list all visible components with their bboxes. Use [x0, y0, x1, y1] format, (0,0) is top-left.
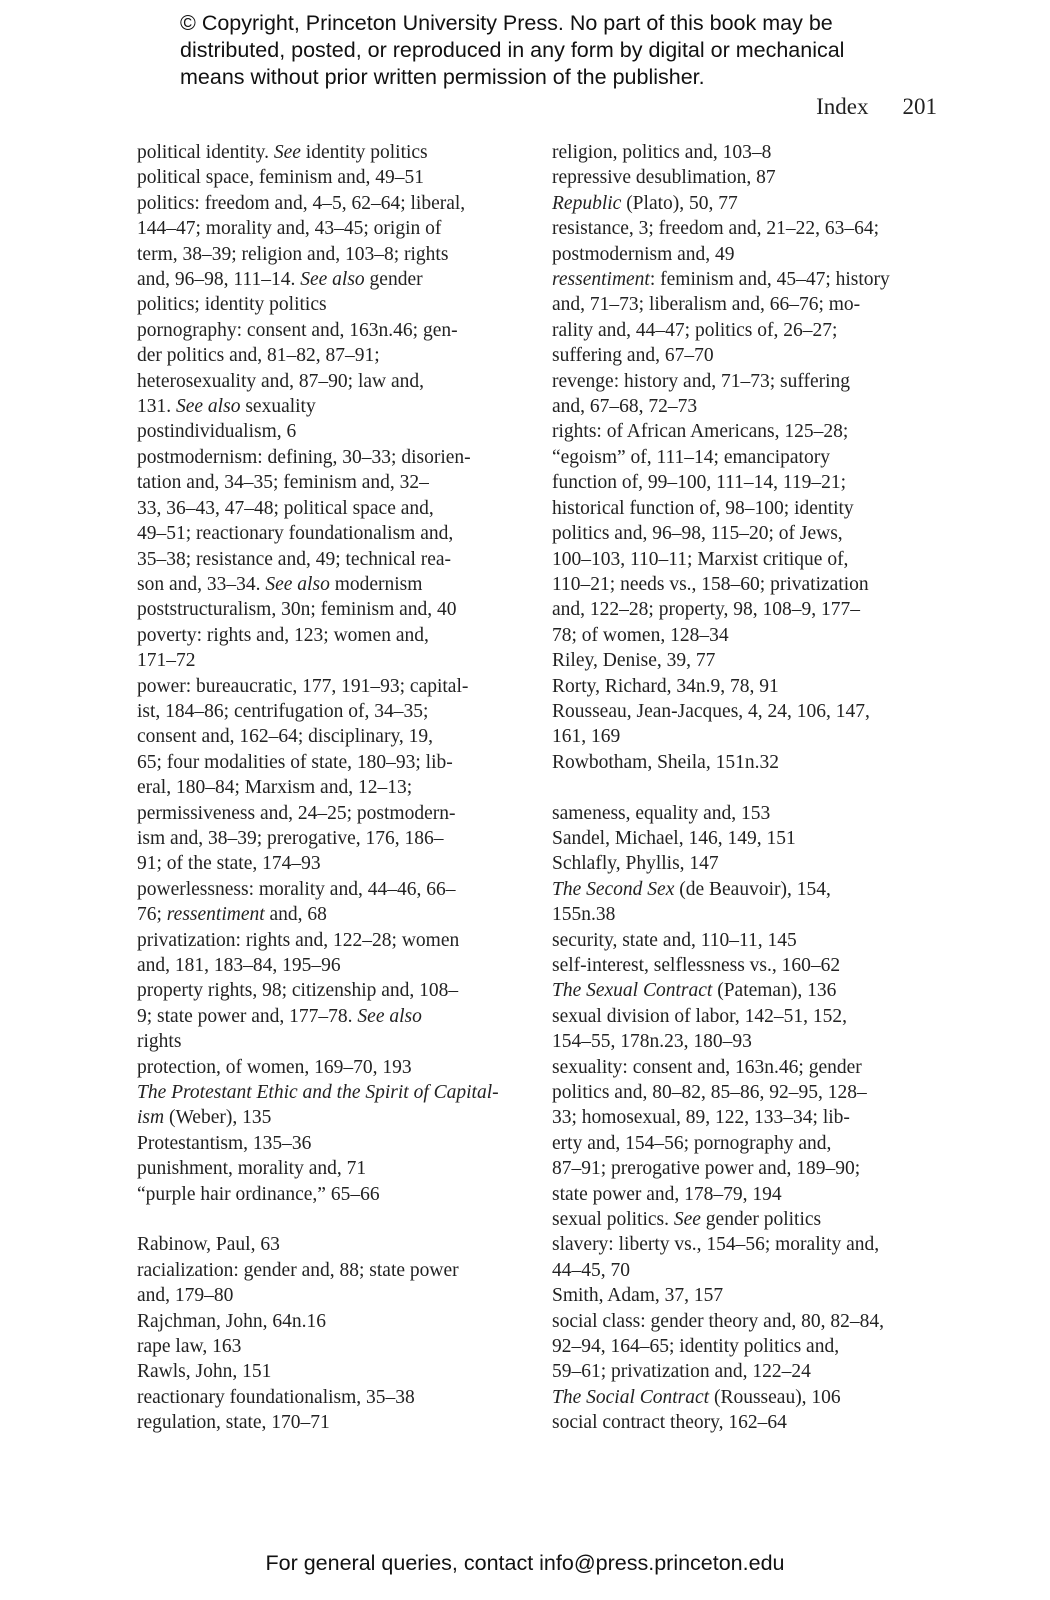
index-entry: [137, 419, 517, 444]
index-entry-line: [137, 521, 517, 546]
entry-text: protection, of women, 169–70, 193: [137, 1056, 412, 1078]
index-entry-line: [137, 1182, 517, 1207]
copyright-line: © Copyright, Princeton University Press. No part of this book may be: [180, 11, 833, 35]
index-entry-line: [137, 165, 517, 190]
index-entry: [552, 267, 937, 369]
index-entry-line: [552, 978, 937, 1003]
entry-text: Rousseau, Jean-Jacques, 4, 24, 106, 147,: [552, 700, 870, 722]
entry-text: Schlafly, Phyllis, 147: [552, 853, 719, 875]
entry-text: identity politics: [300, 142, 428, 163]
entry-text: postmodernism: defining, 30–33; disorien-: [137, 446, 471, 468]
index-entry-line: [552, 1385, 937, 1410]
italic-text: See also: [300, 269, 365, 291]
entry-text: ism and, 38–39; prerogative, 176, 186–: [137, 827, 444, 849]
index-entry-line: [552, 547, 937, 572]
index-entry-line: [552, 1156, 937, 1181]
entry-text: 49–51; reactionary foundationalism and,: [137, 523, 454, 545]
entry-text: (Rousseau), 106: [709, 1386, 841, 1408]
index-entry: [552, 826, 937, 851]
index-entry: [552, 801, 937, 826]
entry-text: sexuality: consent and, 163n.46; gender: [552, 1056, 862, 1078]
index-entry-line: [137, 1334, 517, 1359]
entry-text: permissiveness and, 24–25; postmodern-: [137, 802, 456, 824]
index-entry: [137, 597, 517, 622]
entry-text: Rowbotham, Sheila, 151n.32: [552, 751, 779, 773]
entry-text: and, 181, 183–84, 195–96: [137, 955, 341, 976]
entry-text: suffering and, 67–70: [552, 345, 714, 367]
footer-contact: For general queries, contact info@press.princeton.edu: [265, 1551, 785, 1575]
index-entry-line: [552, 1029, 937, 1054]
entry-text: (de Beauvoir), 154,: [674, 878, 831, 900]
entry-text: repressive desublimation, 87: [552, 167, 776, 189]
index-entry-line: [552, 597, 937, 622]
index-entry: [552, 648, 937, 673]
entry-text: heterosexuality and, 87–90; law and,: [137, 370, 425, 392]
index-entry-line: [552, 369, 937, 394]
entry-text: powerlessness: morality and, 44–46, 66–: [137, 878, 456, 900]
italic-text: Republic: [552, 192, 622, 214]
index-entry: [137, 1131, 517, 1156]
index-entry-line: [137, 318, 517, 343]
letter-group-gap: [552, 775, 937, 800]
index-entry-line: [552, 216, 937, 241]
entry-text: (Pateman), 136: [712, 980, 837, 1002]
index-entry-line: [137, 648, 517, 673]
index-entry-line: [137, 724, 517, 749]
index-entry-line: [137, 1283, 517, 1308]
entry-text: 44–45, 70: [552, 1259, 630, 1281]
index-entry: [137, 928, 517, 979]
entry-text: resistance, 3; freedom and, 21–22, 63–64;: [552, 218, 880, 240]
index-entry-line: [137, 699, 517, 724]
index-entry: [137, 1385, 517, 1410]
index-entry-line: [137, 343, 517, 368]
index-entry-line: [137, 851, 517, 876]
index-entry-line: [552, 724, 937, 749]
entry-text: der politics and, 81–82, 87–91;: [137, 345, 380, 367]
italic-text: The Second Sex: [552, 878, 675, 900]
italic-text: See: [273, 142, 301, 163]
index-entry-line: [552, 851, 937, 876]
index-entry-line: [552, 826, 937, 851]
entry-text: tation and, 34–35; feminism and, 32–: [137, 472, 429, 494]
index-entry: [137, 165, 517, 190]
entry-text: historical function of, 98–100; identity: [552, 497, 854, 519]
entry-text: 155n.38: [552, 904, 616, 926]
entry-text: security, state and, 110–11, 145: [552, 929, 797, 951]
entry-text: 87–91; prerogative power and, 189–90;: [552, 1158, 861, 1180]
copyright-line: means without prior written permission of the publisher.: [180, 65, 705, 89]
index-entry: [137, 1232, 517, 1257]
index-entry: [137, 1258, 517, 1309]
index-entry: [552, 369, 937, 420]
index-entry-line: [552, 953, 937, 978]
index-entry-line: [137, 623, 517, 648]
index-entry-line: [137, 1232, 517, 1257]
entry-text: 144–47; morality and, 43–45; origin of: [137, 218, 442, 240]
index-entry-line: [137, 1004, 517, 1029]
entry-text: state power and, 178–79, 194: [552, 1183, 782, 1205]
index-entry-line: [552, 750, 937, 775]
entry-text: 100–103, 110–11; Marxist critique of,: [552, 548, 849, 570]
entry-text: eral, 180–84; Marxism and, 12–13;: [137, 777, 413, 799]
copyright-notice: [180, 10, 920, 91]
entry-text: politics; identity politics: [137, 294, 327, 316]
index-entry: [552, 928, 937, 953]
index-entry-line: [552, 445, 937, 470]
index-entry-line: [552, 1309, 937, 1334]
entry-text: and, 67–68, 72–73: [552, 396, 698, 418]
italic-text: The Sexual Contract: [552, 980, 713, 1002]
entry-text: privatization: rights and, 122–28; women: [137, 929, 460, 951]
index-entry-line: [137, 928, 517, 953]
entry-text: Rorty, Richard, 34n.9, 78, 91: [552, 675, 779, 697]
entry-text: sexuality: [240, 396, 316, 418]
index-entry-line: [137, 1385, 517, 1410]
index-entry: [552, 699, 937, 750]
index-entry: [137, 140, 517, 165]
entry-text: modernism: [329, 573, 423, 595]
entry-text: 131.: [137, 396, 176, 418]
entry-text: 65; four modalities of state, 180–93; lib-: [137, 751, 453, 773]
entry-text: 154–55, 178n.23, 180–93: [552, 1031, 752, 1053]
entry-text: punishment, morality and, 71: [137, 1158, 367, 1180]
italic-text: ism: [137, 1107, 165, 1129]
italic-text: ressentiment: [552, 269, 650, 291]
index-entry: [137, 877, 517, 928]
entry-text: son and, 33–34.: [137, 573, 266, 595]
entry-text: 35–38; resistance and, 49; technical rea-: [137, 548, 452, 570]
index-entry: [137, 1080, 517, 1131]
entry-text: rape law, 163: [137, 1336, 242, 1358]
entry-text: Rajchman, John, 64n.16: [137, 1310, 327, 1332]
index-entry-line: [552, 1410, 937, 1435]
index-entry-line: [137, 445, 517, 470]
index-entry: [552, 978, 937, 1003]
italic-text: See also: [265, 573, 330, 595]
index-entry-line: [137, 1156, 517, 1181]
index-entry-line: [137, 597, 517, 622]
entry-text: pornography: consent and, 163n.46; gen-: [137, 319, 458, 341]
index-entry: [552, 1283, 937, 1308]
entry-text: sexual politics.: [552, 1209, 674, 1231]
index-entry-line: [552, 521, 937, 546]
index-entry: [552, 1207, 937, 1232]
entry-text: and, 179–80: [137, 1285, 234, 1307]
index-entry-line: [137, 674, 517, 699]
index-entry-line: [552, 902, 937, 927]
entry-text: (Weber), 135: [164, 1107, 272, 1129]
index-entry-line: [552, 1359, 937, 1384]
italic-text: The Social Contract: [552, 1386, 710, 1408]
entry-text: political identity.: [137, 142, 274, 163]
entry-text: Smith, Adam, 37, 157: [552, 1285, 724, 1307]
index-entry-line: [552, 1182, 937, 1207]
index-entry-line: [137, 902, 517, 927]
index-entry-line: [552, 623, 937, 648]
entry-text: religion, politics and, 103–8: [552, 142, 772, 163]
index-entry-line: [552, 1105, 937, 1130]
index-entry-line: [137, 750, 517, 775]
entry-text: rality and, 44–47; politics of, 26–27;: [552, 319, 838, 341]
index-entry-line: [137, 191, 517, 216]
index-entry: [137, 978, 517, 1054]
index-entry: [552, 216, 937, 267]
index-entry-line: [552, 648, 937, 673]
entry-text: 110–21; needs vs., 158–60; privatization: [552, 573, 869, 595]
index-entry-line: [137, 1105, 517, 1130]
index-entry-line: [552, 674, 937, 699]
entry-text: consent and, 162–64; disciplinary, 19,: [137, 726, 434, 748]
index-entry: [137, 318, 517, 420]
index-entry-line: [552, 165, 937, 190]
index-entry-line: [552, 1055, 937, 1080]
index-entry-line: [552, 292, 937, 317]
index-entry: [137, 674, 517, 877]
index-entry-line: [552, 343, 937, 368]
index-entry: [137, 191, 517, 318]
entry-text: term, 38–39; religion and, 103–8; rights: [137, 243, 449, 265]
index-entry-line: [552, 1080, 937, 1105]
index-entry: [137, 1334, 517, 1359]
entry-text: property rights, 98; citizenship and, 108–: [137, 980, 459, 1002]
index-entry: [137, 445, 517, 597]
index-entry-line: [552, 191, 937, 216]
index-entry-line: [137, 496, 517, 521]
italic-text: ressentiment: [166, 904, 265, 926]
index-entry: [137, 1156, 517, 1181]
index-entry-line: [137, 1258, 517, 1283]
index-entry-line: [137, 369, 517, 394]
entry-text: 76;: [137, 904, 167, 926]
index-entry: [552, 953, 937, 978]
entry-text: function of, 99–100, 111–14, 119–21;: [552, 472, 847, 494]
index-entry: [552, 674, 937, 699]
index-entry-line: [137, 394, 517, 419]
entry-text: Rabinow, Paul, 63: [137, 1234, 280, 1256]
index-entry-line: [137, 1309, 517, 1334]
entry-text: erty and, 154–56; pornography and,: [552, 1132, 832, 1154]
index-entry: [552, 165, 937, 190]
entry-text: gender: [364, 269, 423, 291]
entry-text: poverty: rights and, 123; women and,: [137, 624, 429, 646]
italic-text: The Protestant Ethic and the Spirit of Capital-: [137, 1082, 499, 1104]
index-entry: [137, 1359, 517, 1384]
index-entry-line: [552, 1334, 937, 1359]
index-entry-line: [552, 267, 937, 292]
index-entry: [552, 1055, 937, 1207]
index-entry: [552, 419, 937, 648]
entry-text: and, 68: [264, 904, 327, 926]
entry-text: 91; of the state, 174–93: [137, 853, 321, 875]
index-entry-line: [552, 1131, 937, 1156]
index-column-left: [137, 140, 517, 1436]
entry-text: 9; state power and, 177–78.: [137, 1005, 358, 1027]
entry-text: 78; of women, 128–34: [552, 624, 729, 646]
index-entry: [137, 1055, 517, 1080]
index-entry-line: [137, 1410, 517, 1435]
index-entry: [552, 1410, 937, 1435]
entry-text: political space, feminism and, 49–51: [137, 167, 425, 189]
running-head: [816, 94, 937, 120]
entry-text: racialization: gender and, 88; state power: [137, 1259, 459, 1281]
entry-text: Rawls, John, 151: [137, 1361, 272, 1383]
italic-text: See also: [176, 396, 241, 418]
index-entry-line: [137, 826, 517, 851]
index-entry-line: [552, 394, 937, 419]
index-entry: [552, 1004, 937, 1055]
entry-text: Riley, Denise, 39, 77: [552, 650, 716, 672]
entry-text: ist, 184–86; centrifugation of, 34–35;: [137, 700, 429, 722]
entry-text: social contract theory, 162–64: [552, 1412, 787, 1434]
index-entry: [137, 1182, 517, 1207]
index-entry-line: [552, 1004, 937, 1029]
index-entry: [552, 1232, 937, 1283]
index-entry-line: [137, 140, 517, 165]
entry-text: politics and, 96–98, 115–20; of Jews,: [552, 523, 843, 545]
index-entry-line: [552, 318, 937, 343]
index-entry-line: [137, 801, 517, 826]
entry-text: rights: of African Americans, 125–28;: [552, 421, 849, 443]
entry-text: regulation, state, 170–71: [137, 1412, 330, 1434]
index-entry-line: [552, 470, 937, 495]
entry-text: slavery: liberty vs., 154–56; morality and,: [552, 1234, 880, 1256]
entry-text: 33, 36–43, 47–48; political space and,: [137, 497, 434, 519]
index-entry: [137, 623, 517, 674]
entry-text: sexual division of labor, 142–51, 152,: [552, 1005, 847, 1027]
copyright-line: distributed, posted, or reproduced in any form by digital or mechanical: [180, 38, 845, 62]
entry-text: “egoism” of, 111–14; emancipatory: [552, 446, 830, 468]
index-entry-line: [137, 953, 517, 978]
index-entry-line: [552, 699, 937, 724]
index-column-right: [552, 140, 937, 1436]
index-entry-line: [552, 1232, 937, 1257]
entry-text: social class: gender theory and, 80, 82–84,: [552, 1310, 884, 1332]
entry-text: and, 96–98, 111–14.: [137, 269, 301, 291]
index-entry: [552, 851, 937, 876]
index-entry-line: [552, 1283, 937, 1308]
italic-text: See: [673, 1209, 701, 1231]
index-entry: [552, 877, 937, 928]
entry-text: poststructuralism, 30n; feminism and, 40: [137, 599, 457, 621]
index-entry: [137, 1309, 517, 1334]
index-entry: [137, 1410, 517, 1435]
entry-text: reactionary foundationalism, 35–38: [137, 1386, 415, 1408]
index-entry-line: [137, 1055, 517, 1080]
index-entry: [552, 191, 937, 216]
index-entry-line: [137, 1359, 517, 1384]
entry-text: Sandel, Michael, 146, 149, 151: [552, 827, 796, 849]
index-entry-line: [137, 978, 517, 1003]
index-entry-line: [137, 419, 517, 444]
index-entry-line: [552, 1258, 937, 1283]
index-entry-line: [552, 242, 937, 267]
index-entry-line: [552, 877, 937, 902]
index-entry-line: [552, 496, 937, 521]
entry-text: (Plato), 50, 77: [621, 192, 738, 214]
entry-text: : feminism and, 45–47; history: [649, 269, 890, 291]
entry-text: 171–72: [137, 650, 196, 672]
index-entry: [552, 1385, 937, 1410]
index-entry-line: [552, 801, 937, 826]
italic-text: See also: [357, 1005, 422, 1027]
index-entry-line: [137, 1029, 517, 1054]
entry-text: and, 122–28; property, 98, 108–9, 177–: [552, 599, 860, 621]
index-entry-line: [552, 419, 937, 444]
entry-text: 59–61; privatization and, 122–24: [552, 1361, 811, 1383]
index-entry: [552, 750, 937, 775]
index-entry-line: [552, 572, 937, 597]
entry-text: gender politics: [700, 1209, 822, 1231]
entry-text: Protestantism, 135–36: [137, 1132, 312, 1154]
entry-text: politics: freedom and, 4–5, 62–64; liberal,: [137, 192, 466, 214]
index-entry-line: [552, 1207, 937, 1232]
entry-text: self-interest, selflessness vs., 160–62: [552, 954, 841, 976]
entry-text: 161, 169: [552, 726, 621, 748]
entry-text: power: bureaucratic, 177, 191–93; capital-: [137, 675, 469, 697]
index-entry-line: [137, 775, 517, 800]
index-entry-line: [137, 877, 517, 902]
entry-text: 92–94, 164–65; identity politics and,: [552, 1336, 840, 1358]
entry-text: politics and, 80–82, 85–86, 92–95, 128–: [552, 1082, 867, 1104]
letter-group-gap: [137, 1207, 517, 1232]
page-number: 201: [902, 94, 937, 119]
index-entry-line: [137, 1080, 517, 1105]
index-entry-line: [137, 572, 517, 597]
index-entry-line: [552, 140, 937, 165]
entry-text: rights: [137, 1031, 182, 1053]
entry-text: “purple hair ordinance,” 65–66: [137, 1183, 380, 1205]
entry-text: postmodernism and, 49: [552, 243, 735, 265]
section-title: Index: [816, 94, 869, 119]
index-entry-line: [137, 470, 517, 495]
index-entry-line: [137, 292, 517, 317]
index-entry: [552, 140, 937, 165]
index-entry-line: [137, 1131, 517, 1156]
entry-text: sameness, equality and, 153: [552, 802, 771, 824]
index-entry-line: [137, 267, 517, 292]
entry-text: postindividualism, 6: [137, 421, 297, 443]
entry-text: and, 71–73; liberalism and, 66–76; mo-: [552, 294, 861, 316]
index-entry-line: [137, 547, 517, 572]
index-entry-line: [137, 216, 517, 241]
entry-text: revenge: history and, 71–73; suffering: [552, 370, 851, 392]
entry-text: 33; homosexual, 89, 122, 133–34; lib-: [552, 1107, 850, 1129]
index-entry-line: [137, 242, 517, 267]
index-entry: [552, 1309, 937, 1385]
index-entry-line: [552, 928, 937, 953]
